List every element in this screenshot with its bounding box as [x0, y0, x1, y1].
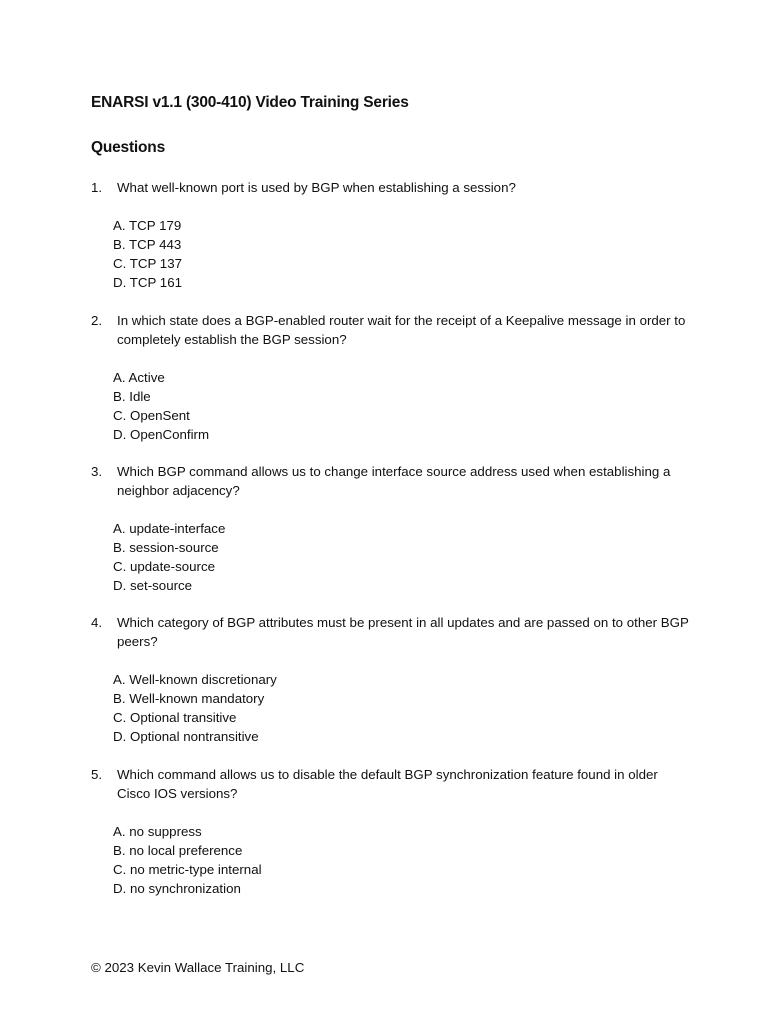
question-number: 2. [91, 313, 103, 328]
answer-option-b: B. session-source [113, 540, 219, 555]
answer-option-a: A. Well-known discretionary [113, 672, 277, 687]
question-text: What well-known port is used by BGP when establishing a session? [117, 180, 516, 195]
answer-option-c: C. OpenSent [113, 408, 190, 423]
answer-option-c: C. TCP 137 [113, 256, 182, 271]
answer-option-c: C. no metric-type internal [113, 862, 262, 877]
answer-option-a: A. Active [113, 370, 165, 385]
answer-options [113, 368, 691, 444]
answer-option-d: D. OpenConfirm [113, 427, 210, 442]
section-heading: Questions [91, 139, 165, 156]
answer-option-d: D. Optional nontransitive [113, 729, 259, 744]
answer-option-a: A. no suppress [113, 824, 202, 839]
question-number: 3. [91, 464, 103, 479]
question-number: 1. [91, 180, 103, 195]
question-5 [91, 765, 691, 898]
copyright-footer: © 2023 Kevin Wallace Training, LLC [91, 960, 305, 975]
question-text: Which category of BGP attributes must be present in all updates and are passed on to other BGP peers? [117, 615, 689, 649]
answer-options [113, 216, 691, 292]
question-1 [91, 178, 691, 292]
answer-option-d: D. no synchronization [113, 881, 241, 896]
question-2 [91, 311, 691, 444]
answer-option-d: D. TCP 161 [113, 275, 182, 290]
question-text: Which BGP command allows us to change interface source address used when establishing a neighbor adjacency? [117, 464, 671, 498]
answer-options [113, 519, 691, 595]
question-4 [91, 613, 691, 746]
answer-option-a: A. update-interface [113, 521, 226, 536]
answer-option-b: B. Idle [113, 389, 151, 404]
question-number: 4. [91, 615, 103, 630]
answer-options [113, 670, 691, 746]
answer-option-b: B. Well-known mandatory [113, 691, 265, 706]
answer-options [113, 822, 691, 898]
question-3 [91, 462, 691, 595]
answer-option-c: C. update-source [113, 559, 215, 574]
answer-option-b: B. no local preference [113, 843, 243, 858]
answer-option-b: B. TCP 443 [113, 237, 182, 252]
answer-option-a: A. TCP 179 [113, 218, 182, 233]
question-text: In which state does a BGP-enabled router wait for the receipt of a Keepalive message in order to completely establish the BGP session? [117, 313, 686, 347]
question-number: 5. [91, 767, 103, 782]
question-text: Which command allows us to disable the default BGP synchronization feature found in older Cisco IOS versions? [117, 767, 658, 801]
answer-option-c: C. Optional transitive [113, 710, 237, 725]
document-title: ENARSI v1.1 (300-410) Video Training Series [91, 94, 409, 111]
answer-option-d: D. set-source [113, 578, 193, 593]
